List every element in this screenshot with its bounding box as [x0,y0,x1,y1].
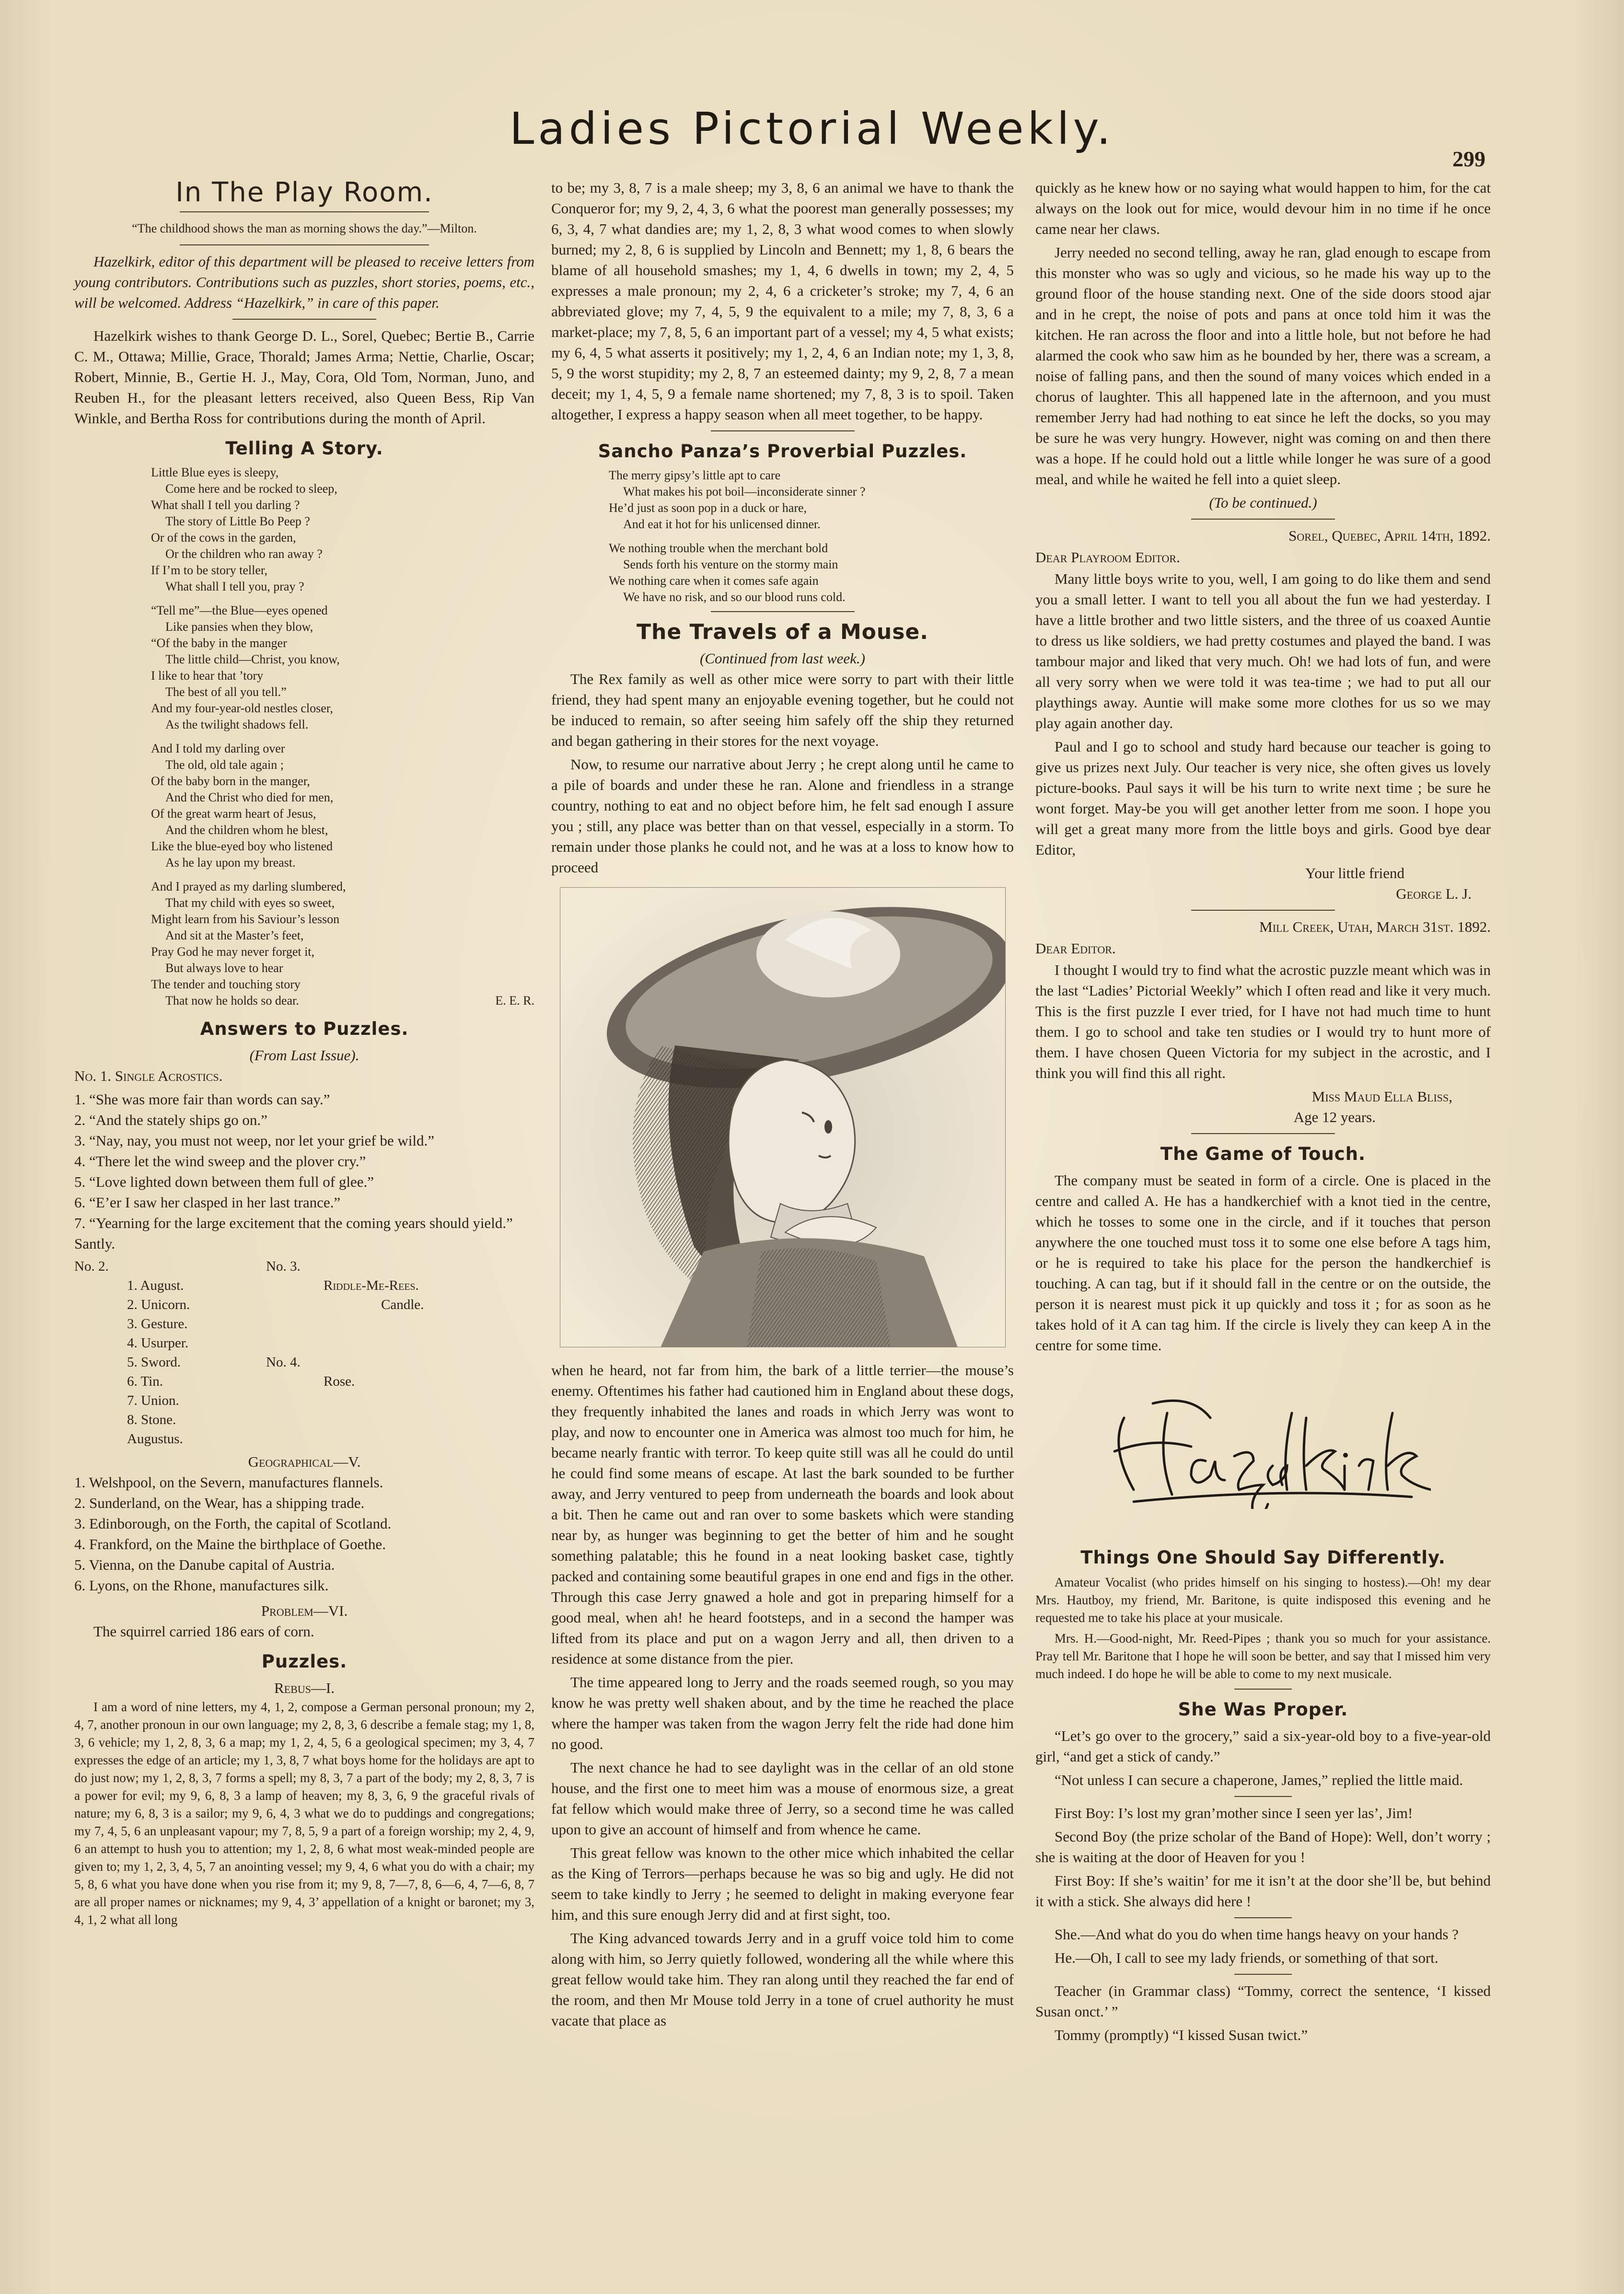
letter2-body: I thought I would try to find what the acrostic puzzle meant which was in the last “Ladies’ Pictorial Weekly” which I often read and like it very much. This is the first puzzle I ever tried, for I have not had much time to hunt them. I go to school and take ten studies or I would try to hunt more of them. I have chosen Queen Victoria for my subject in the acrostic, and I think you will find this all right. [1035,962,1491,1081]
proper-paragraph: “Let’s go over to the grocery,” said a six-year-old boy to a five-year-old girl, “and get a stick of candy.” [1035,1727,1491,1765]
poem-signature: E. E. R. [495,994,534,1008]
sancho-line: We have no risk, and so our blood runs cold. [623,590,846,604]
anecdote-paragraph: Teacher (in Grammar class) “Tommy, correct the sentence, ‘I kissed Susan onct.’ ” [1035,1982,1491,2020]
no1-answers [74,1089,534,1254]
sancho-line: The merry gipsy’s little apt to care [609,468,781,482]
no4-answer: Rose. [324,1374,355,1389]
travels-subtitle: (Continued from last week.) [700,650,865,667]
page-number: 299 [1452,147,1485,171]
divider [1234,1689,1292,1690]
poem-line: Like the blue-eyed boy who listened [151,839,333,853]
letter1-body: Many little boys write to you, well, I am going to do like them and send you a small letter. I want to tell you all about the fun we had yesterday. I have a little brother and two little sisters, and the three of us coaxed Auntie to dress us like soldiers, we had pretty costumes and played the band. I was tambour major and liked that very much. Oh! we had lots of fun, and were all very sorry when we were told it was tea-time ; we had to put all our playthings away. Auntie will make some more clothes for us so we may play again another day. [1035,570,1491,731]
rebus-text: I am a word of nine letters, my 4, 1, 2, compose a German personal pronoun; my 2, 4, 7, another pronoun in our own language; my 2, 8, 3, 6 describe a female stag; my 1, 8, 3, 6 vehicle; my 1, 2, 8, 3, 6 a map; my 1, 2, 4, 5, 6 a geological specimen; my 3, 4, 7 expresses the edge of an article; my 1, 3, 8, 7 what boys home for the holidays are apt to do just now; my 1, 2, 8, 3, 7 forms a spell; my 8, 3, 7 a part of the body; my 2, 8, 3, 7 is a power for evil; my 9, 6, 8, 3 a lamp of heaven; my 8, 3, 6, 9 the graceful rivals of nature; my 6, 8, 3 is a sailor; my 9, 6, 4, 3 what we do to puddings and congregations; my 7, 4, 5, 6 an unpleasant vapour; my 7, 8, 5, 9 a part of a foreign worship; my 2, 4, 9, 6 an attempt to hush you to attention; my 1, 2, 8, 6 what most weak-minded people are given to; my 1, 2, 3, 4, 5, 7 an anointing vessel; my 9, 4, 6 what you do with a chair; my 5, 8, 6 what you have done when you rise from it; my 9, 8, 7—7, 8, 6—6, 4, 7—6, 8, 7 are all proper names or nicknames; my 9, 4, 3’ appellation of a knight or baronet; my 3, 4, 1, 2 what all long [74,1700,534,1927]
poem-line: Little Blue eyes is sleepy, [151,465,279,479]
letter1-close: Your little friend [1305,865,1404,881]
poem-line: Like pansies when they blow, [165,620,313,634]
poem-line: Or the children who ran away ? [165,547,323,561]
poem-line: The tender and touching story [151,977,301,991]
travels-paragraph: when he heard, not far from him, the bark of a little terrier—the mouse’s enemy. Oftentimes his father had cautioned him in England about these dogs, they frequently inhabited the lanes and roads in which Jerry was wont to play, and now to encounter one in America was almost too much for him, he became nearly frantic with terror. To keep quite still was all he could do until he could find some means of escape. At last the bark sounded to be further away, and Jerry ventured to peep from underneath the boards and look about a bit. Then he came out and ran over to some baskets which were standing near by, as hunger was beginning to get the better of him and he sought something palatable; this he found in a neat looking basket case, tightly packed and containing some beautiful grapes in one end and figs in the other. Through this case Jerry gnawed a hole and got in preparing himself for a good meal, when ah! he heard footsteps, and in a second the hamper was lifted from its place and put on a wagon Jerry and all, then driven to a residence at some distance from the pier. [551,1362,1014,1667]
thanks-paragraph: Hazelkirk wishes to thank George D. L., Sorel, Quebec; Bertie B., Carrie C. M., Ottawa; Millie, Grace, Thorald; James Arma; Nettie, Charlie, Oscar; Robert, Minnie, B., Gertie H. J., May, Cora, Old Tom, Norman, Juno, and Reuben H., for the pleasant letters received, also Queen Bess, Rip Van Winkle, and Bertha Ross for contributions during the month of April. [74,327,534,427]
anecdote-paragraph: He.—Oh, I call to see my lady friends, or something of that sort. [1055,1949,1438,1966]
acrostic-answer-line: 4. “There let the wind sweep and the plover cry.” [74,1153,366,1170]
anecdote-paragraph: First Boy: If she’s waitin’ for me it isn’t at the door she’ll be, but behind it with a stick. She always did here ! [1035,1872,1491,1910]
no2-answer-item: 6. Tin. [127,1374,163,1389]
poem-line: And I told my darling over [151,741,285,755]
anecdote-paragraph: Second Boy (the prize scholar of the Band of Hope): Well, don’t worry ; she is waiting at the door of Heaven for you ! [1035,1828,1491,1865]
letter1-signature: George L. J. [1396,885,1472,902]
no2-answers [74,1276,247,1448]
poem-line: If I’m to be story teller, [151,563,267,577]
divider [1234,1917,1292,1918]
travels-paragraph: The King advanced towards Jerry and in a gruff voice told him to come along with him, so Jerry quietly followed, wondering all the while where this great fellow would take him. They ran along until they reached the far end of the room, and then Mr Mouse told Jerry in a tone of cruel authority he must vacate that place as [551,1930,1014,2029]
answers-heading: Answers to Puzzles. [200,1019,409,1039]
anecdote-paragraph: Tommy (promptly) “I kissed Susan twict.” [1055,2027,1308,2043]
problem-title: Problem—VI. [261,1602,348,1619]
poem-line: Of the great warm heart of Jesus, [151,807,316,821]
poem-line: The story of Little Bo Peep ? [165,514,310,528]
letter2-age: Age 12 years. [1293,1109,1376,1125]
acrostic-answer-line: 7. “Yearning for the large excitement that the coming years should yield.” [74,1215,513,1231]
sancho-stanza-1 [609,467,1014,533]
things-heading: Things One Should Say Differently. [1080,1547,1446,1568]
hazelkirk-signature-image [1095,1384,1431,1509]
acrostic-answer-line: 1. “She was more fair than words can say.” [74,1091,330,1108]
no3-no4-column [247,1257,534,1448]
divider [232,319,376,320]
poem-line: And I prayed as my darling slumbered, [151,880,346,893]
no2-answer-item: 1. August. [127,1278,184,1293]
telling-a-story-heading: Telling A Story. [225,438,383,459]
no1-label: No. 1. Single Acrostics. [74,1067,223,1084]
anecdote-paragraph: First Boy: I’s lost my gran’mother since I seen yer las’, Jim! [1055,1805,1413,1821]
sancho-heading: Sancho Panza’s Proverbial Puzzles. [598,441,967,462]
acrostic-answer-line: 5. “Love lighted down between them full of glee.” [74,1173,374,1190]
divider [180,244,429,245]
poem-line: And the Christ who died for men, [165,790,334,804]
no2-label: No. 2. [74,1259,109,1274]
no4-label: No. 4. [266,1355,301,1370]
poem-line: I like to hear that ’tory [151,669,264,683]
sancho-stanza-2 [609,540,1014,605]
playroom-heading: In The Play Room. [175,177,433,208]
travels-paragraph: The next chance he had to see daylight was in the cellar of an old stone house, and the first one to meet him was a mouse of enormous size, a great fat fellow which would make three of Jerry, so a second time he was called upon to give an account of himself and from whence he came. [551,1759,1014,1838]
poem-line: What shall I tell you darling ? [151,498,300,512]
no2-answer-item: 2. Unicorn. [127,1297,190,1312]
sancho-poem [609,467,1014,605]
poem-line: And my four-year-old nestles closer, [151,701,333,715]
poem-line: That now he holds so dear. [165,994,299,1008]
geo-title: Geographical—V. [248,1453,361,1470]
sancho-line: He’d just as soon pop in a duck or hare, [609,501,807,515]
travels-paragraph: The Rex family as well as other mice were sorry to part with their little friend, they had spent many an enjoyable evening together, but he could not be induced to remain, so after seeing him safely off the ship they returned and began gathering in their stores for the next voyage. [551,671,1014,749]
poem-line: “Tell me”—the Blue—eyes opened [151,603,328,617]
no2-answer-item: Augustus. [127,1431,183,1447]
poem-line: That my child with eyes so sweet, [165,896,335,910]
letter2-salutation: Dear Editor. [1035,940,1116,957]
no3-title: Riddle-Me-Rees. [324,1278,419,1293]
geo-answer-item: 3. Edinborough, on the Forth, the capital of Scotland. [74,1515,392,1532]
travels-paragraph: Now, to resume our narrative about Jerry ; he crept along until he came to a pile of boards and under these he ran. Alone and friendless in a strange country, nothing to eat and no object before him, he felt sad enough I assure you ; still, any place was better than on that vessel, especially in a storm. To remain under those planks he could not, and he was at a loss to know how to proceed [551,756,1014,876]
column-left [74,177,534,1932]
travels-paragraph: The time appeared long to Jerry and the roads seemed rough, so you may know he was pretty well shaken about, and by the time he reached the place where the hamper was taken from the wagon Jerry felt the ride had done him no good. [551,1674,1014,1752]
sancho-line: We nothing trouble when the merchant bold [609,541,828,555]
sancho-line: And eat it hot for his unlicensed dinner. [623,517,821,531]
travels-continued: Jerry needed no second telling, away he ran, glad enough to escape from this monster who was so ugly and vicious, so he made his way up to the ground floor of the house standing next. One of the side doors stood ajar and in he crept, the noise of pots and pans at once told him it was the kitchen. He ran across the floor and into a little hole, but not before he had alarmed the cook who saw him as he bounded by her, there was a scream, a noise of falling pans, and then the sound of many voices which ended in a chorus of laughter. This all happened late in the afternoon, and you must remember Jerry had had nothing to eat since he left the docks, so you may be sure he was very hungry. However, night was coming on and then there was a hope. If he could hold out a little while longer he was sure of a good meal, and while he waited he fell into a quiet sleep. [1035,244,1491,487]
divider [711,611,855,612]
no2-answer-item: 3. Gesture. [127,1316,188,1332]
geo-answer-item: 1. Welshpool, on the Severn, manufactures flannels. [74,1474,383,1491]
no2-column [74,1257,247,1448]
poem-line: But always love to hear [165,961,283,975]
things-paragraph: Amateur Vocalist (who prides himself on his singing to hostess).—Oh! my dear Mrs. Hautboy, my friend, Mr. Baritone, is quite indisposed this evening and he requested me to take his place at your musicale. [1035,1575,1491,1625]
sancho-line: What makes his pot boil—inconsiderate sinner ? [623,485,866,498]
to-be-continued: (To be continued.) [1209,494,1317,511]
letter2-signature: Miss Maud Ella Bliss, [1311,1088,1452,1105]
no2-answer-item: 7. Union. [127,1393,179,1408]
anecdote-paragraph: She.—And what do you do when time hangs heavy on your hands ? [1055,1926,1459,1943]
motto: “The childhood shows the man as morning shows the day.”—Milton. [132,221,477,235]
sancho-line: Sends forth his venture on the stormy main [623,557,838,571]
poem-line: As the twilight shadows fell. [165,718,309,731]
problem-answer: The squirrel carried 186 ears of corn. [93,1623,314,1640]
geo-answer-item: 6. Lyons, on the Rhone, manufactures silk. [74,1577,329,1594]
divider [180,211,429,212]
poem-line: And sit at the Master’s feet, [165,928,304,942]
game-of-touch-text: The company must be seated in form of a circle. One is placed in the centre and called A. He has a handkerchief with a knot tied in the centre, which he tosses to some one in the circle, and if it touches that person anywhere the one touched must toss it to some one else before A tags him, or he is required to take his place for the person the handkerchief is touching. A can tag, but if it should fall in the centre or on the outside, the person it is nearest must pick it up quickly and toss it ; for as soon as he takes hold of it A can tag him. If the circle is lively they can keep A in the centre for some time. [1035,1172,1491,1354]
letter1-body: Paul and I go to school and study hard because our teacher is going to give us prizes next July. Our teacher is very nice, she often gives us lovely picture-books. Paul says it will be his turn to write next time ; be sure he wont forget. May-be you will get another letter from me soon. I hope you will get a great many more from the little boys and girls. Good bye dear Editor, [1035,738,1491,858]
rebus-continued: to be; my 3, 8, 7 is a male sheep; my 3, 8, 6 an animal we have to thank the Conqueror for; my 9, 2, 4, 3, 6 what the poorest man generally possesses; my 6, 3, 4, 7 what dandies are; my 1, 2, 8, 3 what wood comes to when slowly burned; my 2, 8, 6 is supplied by Lincoln and Bennett; my 1, 8, 6 bears the blame of all household smashes; my 1, 4, 6 dwells in town; my 2, 4, 5 expresses a male pronoun; my 2, 4, 6 a cricketer’s stroke; my 7, 4, 6 an abbreviated glove; my 7, 4, 5, 9 the equivalent to a mile; my 7, 8, 3, 6 a market-place; my 7, 8, 5, 6 an important part of a vessel; my 4, 5 what exists; my 6, 4, 5 what asserts it positively; my 1, 2, 4, 6 an Indian note; my 1, 3, 8, 5, 9 the worst stupidity; my 2, 8, 7 an esteemed dainty; my 9, 2, 8, 7 a mean deceit; my 1, 4, 5, 9 a female name shortened; my 7, 8, 3 is to spoil. Taken altogether, I express a happy season when all meet together, to be happy. [551,179,1014,423]
poem-stanza-3 [151,741,534,871]
travels-continued: quickly as he knew how or no saying what would happen to him, for the cat always on the look out for mice, would devour him in no time if he once came near her claws. [1035,179,1491,237]
letter2-dateline: Mill Creek, Utah, March 31st. 1892. [1259,918,1491,935]
editor-note: Hazelkirk, editor of this department will be pleased to receive letters from young contributors. Contributions such as puzzles, short stories, poems, etc., will be welcomed. Address “Hazelkirk,” in care of this paper. [74,253,534,311]
acrostic-answer-line: Santly. [74,1235,115,1252]
geo-answer-item: 5. Vienna, on the Danube capital of Austria. [74,1556,335,1573]
no2-answer-item: 8. Stone. [127,1412,176,1427]
answers-grid [74,1257,534,1448]
travels-heading: The Travels of a Mouse. [637,620,928,644]
divider [1191,1133,1335,1134]
geo-answer-item: 2. Sunderland, on the Wear, has a shipping trade. [74,1495,365,1511]
no3-answer: Candle. [381,1297,424,1312]
puzzles-heading: Puzzles. [261,1651,348,1672]
no3-label: No. 3. [266,1259,301,1274]
poem-stanza-2 [151,602,534,733]
acrostic-answer-line: 2. “And the stately ships go on.” [74,1112,267,1128]
poem-line: Or of the cows in the garden, [151,531,296,545]
geo-answer-item: 4. Frankford, on the Maine the birthplace of Goethe. [74,1536,386,1553]
travels-paragraph: This great fellow was known to the other mice which inhabited the cellar as the King of Terrors—perhaps because he was so big and ugly. He did not seem to take kindly to Jerry ; he seemed to delight in making everyone fear him, and this sure enough Jerry did and at first sight, too. [551,1844,1014,1923]
poem-line: Of the baby born in the manger, [151,774,310,788]
poem-line: As he lay upon my breast. [165,856,296,869]
poem-line: Might learn from his Saviour’s lesson [151,912,340,926]
poem-line: And the children whom he blest, [165,823,328,837]
poem-line: The best of all you tell.” [165,685,287,699]
divider [1234,1974,1292,1975]
poem-line: The little child—Christ, you know, [165,652,340,666]
divider [1234,1796,1292,1797]
poem-line: Pray God he may never forget it, [151,945,315,959]
things-paragraph: Mrs. H.—Good-night, Mr. Reed-Pipes ; thank you so much for your assistance. Pray tell Mr. Baritone that I hope he will soon be better, and say that I missed him very much indeed. I do hope he will be able to come to my next musicale. [1035,1631,1491,1681]
girl-portrait-illustration [560,887,1006,1347]
divider [711,430,855,431]
letter1-salutation: Dear Playroom Editor. [1035,549,1180,566]
geo-answers [74,1472,534,1596]
poem-telling-a-story [151,464,534,1009]
poem-line: Come here and be rocked to sleep, [165,482,337,496]
girl-portrait-image [560,887,1006,1347]
she-was-proper-heading: She Was Proper. [1178,1699,1348,1720]
poem-stanza-4 [151,879,534,1009]
acrostic-answer-line: 6. “E’er I saw her clasped in her last trance.” [74,1194,341,1211]
no2-answer-item: 4. Usurper. [127,1335,189,1351]
divider [1191,910,1335,911]
poem-stanza-1 [151,464,534,595]
poem-line: What shall I tell you, pray ? [165,579,304,593]
acrostic-answer-line: 3. “Nay, nay, you must not weep, nor let your grief be wild.” [74,1132,434,1149]
no2-answer-item: 5. Sword. [127,1355,181,1370]
proper-paragraph: “Not unless I can secure a chaperone, James,” replied the little maid. [1055,1772,1463,1788]
masthead: Ladies Pictorial Weekly. [509,103,1115,154]
column-right [1035,177,1491,2048]
letter1-dateline: Sorel, Quebec, April 14th, 1892. [1288,527,1491,544]
divider [1191,519,1335,520]
sancho-line: We nothing care when it comes safe again [609,574,819,588]
column-middle [551,177,1014,2034]
game-of-touch-heading: The Game of Touch. [1160,1144,1366,1164]
hazelkirk-signature [1095,1384,1431,1509]
poem-line: The old, old tale again ; [165,758,284,772]
rebus-title: Rebus—I. [274,1680,335,1696]
answers-subtitle: (From Last Issue). [249,1047,360,1064]
poem-line: “Of the baby in the manger [151,636,287,650]
